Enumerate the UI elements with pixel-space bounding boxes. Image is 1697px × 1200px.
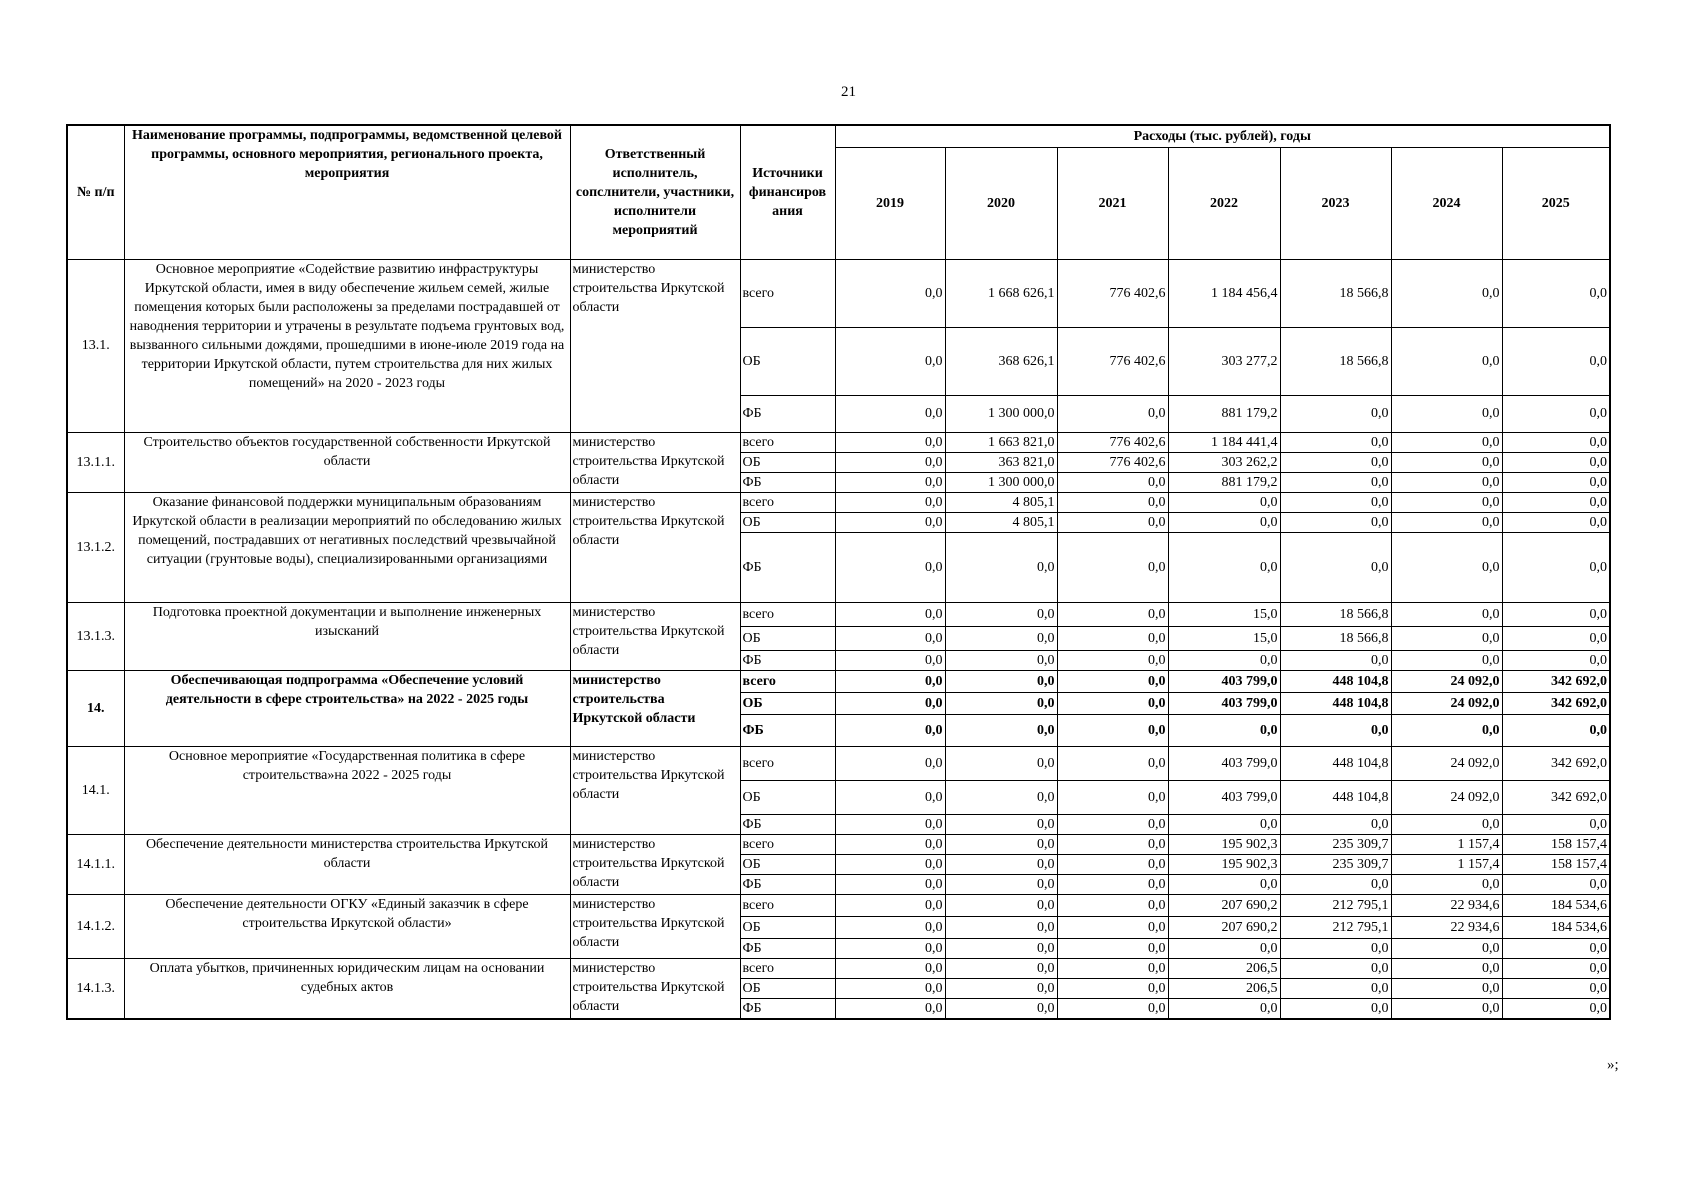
expense-value: 448 104,8 <box>1280 780 1391 814</box>
expense-value: 0,0 <box>1391 938 1502 958</box>
expense-value: 403 799,0 <box>1168 780 1280 814</box>
funding-source: ФБ <box>740 472 835 492</box>
expense-value: 1 184 456,4 <box>1168 259 1280 327</box>
expense-value: 0,0 <box>835 670 945 692</box>
item-name: Строительство объектов государственной собственности Иркутской области <box>124 432 570 492</box>
expense-value: 0,0 <box>1280 532 1391 602</box>
header-source: Источники финансиров ания <box>740 125 835 259</box>
header-year: 2020 <box>945 147 1057 259</box>
funding-source: ОБ <box>740 327 835 395</box>
expense-value: 0,0 <box>835 432 945 452</box>
header-number: № п/п <box>67 125 124 259</box>
expense-value: 0,0 <box>945 532 1057 602</box>
expense-value: 0,0 <box>1057 395 1168 432</box>
expense-value: 0,0 <box>945 998 1057 1019</box>
expense-value: 207 690,2 <box>1168 894 1280 916</box>
funding-source: всего <box>740 894 835 916</box>
expense-value: 0,0 <box>835 814 945 834</box>
funding-source: ОБ <box>740 512 835 532</box>
expense-value: 0,0 <box>1057 532 1168 602</box>
expense-value: 0,0 <box>1057 854 1168 874</box>
funding-source: ФБ <box>740 714 835 746</box>
expense-value: 0,0 <box>1280 958 1391 978</box>
expense-value: 0,0 <box>1168 938 1280 958</box>
expense-value: 0,0 <box>1502 327 1610 395</box>
expense-value: 0,0 <box>1057 492 1168 512</box>
funding-source: ФБ <box>740 874 835 894</box>
expense-value: 1 184 441,4 <box>1168 432 1280 452</box>
expense-value: 24 092,0 <box>1391 692 1502 714</box>
funding-source: ФБ <box>740 998 835 1019</box>
expense-value: 0,0 <box>1057 746 1168 780</box>
expense-value: 1 300 000,0 <box>945 395 1057 432</box>
expense-value: 0,0 <box>1057 714 1168 746</box>
expense-value: 0,0 <box>1057 834 1168 854</box>
expense-value: 0,0 <box>945 626 1057 650</box>
expense-value: 0,0 <box>1502 472 1610 492</box>
expense-value: 158 157,4 <box>1502 854 1610 874</box>
budget-table <box>66 124 1611 1020</box>
expense-value: 0,0 <box>835 958 945 978</box>
expense-value: 0,0 <box>1057 626 1168 650</box>
expense-value: 0,0 <box>835 492 945 512</box>
expense-value: 0,0 <box>945 978 1057 998</box>
expense-value: 0,0 <box>835 714 945 746</box>
item-executor: министерство строительства Иркутской области <box>570 492 740 602</box>
expense-value: 0,0 <box>1057 814 1168 834</box>
expense-value: 0,0 <box>1391 978 1502 998</box>
expense-value: 0,0 <box>1391 874 1502 894</box>
expense-value: 0,0 <box>945 854 1057 874</box>
funding-source: всего <box>740 834 835 854</box>
expense-value: 0,0 <box>1280 395 1391 432</box>
expense-value: 0,0 <box>835 602 945 626</box>
item-number: 14.1.3. <box>67 958 124 1019</box>
expense-value: 1 157,4 <box>1391 834 1502 854</box>
table-row <box>67 432 1610 452</box>
expense-value: 0,0 <box>1168 814 1280 834</box>
table-row <box>67 834 1610 854</box>
funding-source: всего <box>740 492 835 512</box>
expense-value: 195 902,3 <box>1168 834 1280 854</box>
expense-value: 0,0 <box>945 670 1057 692</box>
expense-value: 0,0 <box>1391 998 1502 1019</box>
expense-value: 403 799,0 <box>1168 746 1280 780</box>
expense-value: 184 534,6 <box>1502 916 1610 938</box>
expense-value: 0,0 <box>1280 452 1391 472</box>
expense-value: 235 309,7 <box>1280 834 1391 854</box>
expense-value: 0,0 <box>835 327 945 395</box>
expense-value: 18 566,8 <box>1280 327 1391 395</box>
expense-value: 0,0 <box>1280 714 1391 746</box>
item-name: Оказание финансовой поддержки муниципальным образованиям Иркутской области в реализации мероприятий по обследованию жилых помещений, пострадавших от негативных последствий чрезвычайной ситуации (грунтовые воды), специализированными организациями <box>124 492 570 602</box>
expense-value: 0,0 <box>1391 958 1502 978</box>
expense-value: 18 566,8 <box>1280 602 1391 626</box>
header-year: 2023 <box>1280 147 1391 259</box>
expense-value: 0,0 <box>1057 512 1168 532</box>
expense-value: 0,0 <box>1280 472 1391 492</box>
expense-value: 0,0 <box>1391 259 1502 327</box>
expense-value: 0,0 <box>1502 714 1610 746</box>
item-executor: министерство строительства Иркутской области <box>570 834 740 894</box>
expense-value: 0,0 <box>1502 259 1610 327</box>
expense-value: 881 179,2 <box>1168 472 1280 492</box>
expense-value: 0,0 <box>945 692 1057 714</box>
expense-value: 0,0 <box>835 780 945 814</box>
item-number: 14. <box>67 670 124 746</box>
expense-value: 448 104,8 <box>1280 670 1391 692</box>
expense-value: 0,0 <box>1502 978 1610 998</box>
expense-value: 881 179,2 <box>1168 395 1280 432</box>
expense-value: 195 902,3 <box>1168 854 1280 874</box>
expense-value: 0,0 <box>1280 978 1391 998</box>
expense-value: 448 104,8 <box>1280 692 1391 714</box>
page-number: 21 <box>841 84 856 100</box>
expense-value: 0,0 <box>1391 432 1502 452</box>
expense-value: 0,0 <box>945 746 1057 780</box>
header-year: 2019 <box>835 147 945 259</box>
expense-value: 0,0 <box>1280 432 1391 452</box>
expense-value: 0,0 <box>835 395 945 432</box>
expense-value: 18 566,8 <box>1280 626 1391 650</box>
table-row <box>67 259 1610 327</box>
expense-value: 0,0 <box>1391 452 1502 472</box>
expense-value: 22 934,6 <box>1391 894 1502 916</box>
expense-value: 0,0 <box>835 834 945 854</box>
expense-value: 0,0 <box>835 978 945 998</box>
expense-value: 403 799,0 <box>1168 670 1280 692</box>
header-name: Наименование программы, подпрограммы, ведомственной целевой программы, основного мероприятия, регионального проекта, мероприятия <box>124 125 570 259</box>
expense-value: 0,0 <box>835 512 945 532</box>
table-row <box>67 602 1610 626</box>
expense-value: 0,0 <box>835 692 945 714</box>
expense-value: 0,0 <box>1391 626 1502 650</box>
expense-value: 212 795,1 <box>1280 894 1391 916</box>
item-executor: министерство строительства Иркутской области <box>570 958 740 1019</box>
expense-value: 1 668 626,1 <box>945 259 1057 327</box>
item-number: 13.1.1. <box>67 432 124 492</box>
expense-value: 0,0 <box>1502 602 1610 626</box>
expense-value: 15,0 <box>1168 602 1280 626</box>
expense-value: 303 277,2 <box>1168 327 1280 395</box>
expense-value: 1 157,4 <box>1391 854 1502 874</box>
closing-mark: »; <box>1607 1057 1619 1073</box>
expense-value: 0,0 <box>1502 492 1610 512</box>
expense-value: 0,0 <box>1168 512 1280 532</box>
item-name: Подготовка проектной документации и выполнение инженерных изысканий <box>124 602 570 670</box>
header-year: 2024 <box>1391 147 1502 259</box>
funding-source: всего <box>740 746 835 780</box>
expense-value: 342 692,0 <box>1502 780 1610 814</box>
expense-value: 0,0 <box>945 814 1057 834</box>
funding-source: всего <box>740 670 835 692</box>
expense-value: 776 402,6 <box>1057 327 1168 395</box>
expense-value: 22 934,6 <box>1391 916 1502 938</box>
expense-value: 0,0 <box>1502 395 1610 432</box>
expense-value: 0,0 <box>835 472 945 492</box>
expense-value: 0,0 <box>945 834 1057 854</box>
expense-value: 0,0 <box>1168 650 1280 670</box>
expense-value: 0,0 <box>835 894 945 916</box>
item-number: 13.1. <box>67 259 124 432</box>
funding-source: ОБ <box>740 854 835 874</box>
expense-value: 0,0 <box>945 938 1057 958</box>
expense-value: 0,0 <box>945 650 1057 670</box>
expense-value: 0,0 <box>1391 327 1502 395</box>
expense-value: 0,0 <box>1280 492 1391 512</box>
expense-value: 363 821,0 <box>945 452 1057 472</box>
table-body <box>67 259 1610 1019</box>
expense-value: 0,0 <box>1391 650 1502 670</box>
expense-value: 448 104,8 <box>1280 746 1391 780</box>
expense-value: 776 402,6 <box>1057 259 1168 327</box>
expense-value: 303 262,2 <box>1168 452 1280 472</box>
table-row <box>67 492 1610 512</box>
funding-source: всего <box>740 602 835 626</box>
table-row <box>67 894 1610 916</box>
expense-value: 342 692,0 <box>1502 692 1610 714</box>
expense-value: 0,0 <box>1280 650 1391 670</box>
expense-value: 0,0 <box>945 958 1057 978</box>
item-executor: министерство строительства Иркутской области <box>570 432 740 492</box>
expense-value: 0,0 <box>1057 472 1168 492</box>
funding-source: ФБ <box>740 532 835 602</box>
funding-source: ОБ <box>740 626 835 650</box>
expense-value: 0,0 <box>1502 650 1610 670</box>
expense-value: 0,0 <box>835 916 945 938</box>
expense-value: 0,0 <box>1391 512 1502 532</box>
expense-value: 24 092,0 <box>1391 746 1502 780</box>
item-executor: министерство строительства Иркутской области <box>570 670 740 746</box>
expense-value: 342 692,0 <box>1502 746 1610 780</box>
expense-value: 4 805,1 <box>945 512 1057 532</box>
expense-value: 0,0 <box>1057 978 1168 998</box>
item-number: 13.1.2. <box>67 492 124 602</box>
item-name: Обеспечение деятельности министерства строительства Иркутской области <box>124 834 570 894</box>
expense-value: 18 566,8 <box>1280 259 1391 327</box>
expense-value: 0,0 <box>835 874 945 894</box>
item-name: Основное мероприятие «Содействие развитию инфраструктуры Иркутской области, имея в виду обеспечение жильем семей, жилые помещения которых были расположены за пределами пострадавшей от наводнения территории и утрачены в результате подъема грунтовых вод, вызванного сильными дождями, прошедшими в июне-июле 2019 года на территории Иркутской области, путем строительства для них жилых помещений» на 2020 - 2023 годы <box>124 259 570 432</box>
funding-source: ОБ <box>740 692 835 714</box>
expense-value: 235 309,7 <box>1280 854 1391 874</box>
item-name: Обеспечение деятельности ОГКУ «Единый заказчик в сфере строительства Иркутской области» <box>124 894 570 958</box>
expense-value: 368 626,1 <box>945 327 1057 395</box>
expense-value: 0,0 <box>1502 626 1610 650</box>
item-executor: министерство строительства Иркутской области <box>570 259 740 432</box>
expense-value: 0,0 <box>1057 692 1168 714</box>
expense-value: 0,0 <box>835 854 945 874</box>
funding-source: ОБ <box>740 978 835 998</box>
expense-value: 206,5 <box>1168 978 1280 998</box>
expense-value: 0,0 <box>1280 814 1391 834</box>
expense-value: 1 300 000,0 <box>945 472 1057 492</box>
expense-value: 0,0 <box>945 874 1057 894</box>
expense-value: 0,0 <box>835 452 945 472</box>
expense-value: 0,0 <box>1391 714 1502 746</box>
expense-value: 0,0 <box>1168 714 1280 746</box>
item-name: Основное мероприятие «Государственная политика в сфере строительства»на 2022 - 2025 годы <box>124 746 570 834</box>
expense-value: 0,0 <box>1502 532 1610 602</box>
expense-value: 0,0 <box>1280 938 1391 958</box>
funding-source: ФБ <box>740 938 835 958</box>
funding-source: ОБ <box>740 780 835 814</box>
expense-value: 0,0 <box>1391 492 1502 512</box>
expense-value: 0,0 <box>945 602 1057 626</box>
expense-value: 0,0 <box>945 780 1057 814</box>
expense-value: 0,0 <box>1057 602 1168 626</box>
expense-value: 0,0 <box>1168 492 1280 512</box>
expense-value: 0,0 <box>835 532 945 602</box>
expense-value: 207 690,2 <box>1168 916 1280 938</box>
table-row <box>67 670 1610 692</box>
expense-value: 0,0 <box>835 259 945 327</box>
expense-value: 0,0 <box>835 746 945 780</box>
header-year: 2025 <box>1502 147 1610 259</box>
expense-value: 0,0 <box>1391 814 1502 834</box>
item-executor: министерство строительства Иркутской области <box>570 602 740 670</box>
expense-value: 184 534,6 <box>1502 894 1610 916</box>
header-year: 2021 <box>1057 147 1168 259</box>
item-number: 14.1.2. <box>67 894 124 958</box>
expense-value: 0,0 <box>1168 532 1280 602</box>
expense-value: 24 092,0 <box>1391 670 1502 692</box>
expense-value: 1 663 821,0 <box>945 432 1057 452</box>
expense-value: 0,0 <box>835 626 945 650</box>
expense-value: 0,0 <box>1057 998 1168 1019</box>
expense-value: 0,0 <box>945 894 1057 916</box>
expense-value: 342 692,0 <box>1502 670 1610 692</box>
expense-value: 0,0 <box>1502 958 1610 978</box>
expense-value: 0,0 <box>1057 670 1168 692</box>
expense-value: 0,0 <box>1168 998 1280 1019</box>
expense-value: 206,5 <box>1168 958 1280 978</box>
expense-value: 0,0 <box>1391 532 1502 602</box>
expense-value: 0,0 <box>1057 650 1168 670</box>
funding-source: ОБ <box>740 452 835 472</box>
expense-value: 0,0 <box>1391 602 1502 626</box>
expense-value: 0,0 <box>1502 512 1610 532</box>
expense-value: 4 805,1 <box>945 492 1057 512</box>
expense-value: 0,0 <box>1391 395 1502 432</box>
funding-source: ФБ <box>740 814 835 834</box>
expense-value: 0,0 <box>1168 874 1280 894</box>
table-row <box>67 746 1610 780</box>
funding-source: всего <box>740 432 835 452</box>
expense-value: 0,0 <box>1391 472 1502 492</box>
expense-value: 0,0 <box>1280 998 1391 1019</box>
item-number: 14.1.1. <box>67 834 124 894</box>
expense-value: 0,0 <box>1502 938 1610 958</box>
expense-value: 0,0 <box>1057 780 1168 814</box>
header-expenses: Расходы (тыс. рублей), годы <box>835 125 1610 147</box>
expense-value: 0,0 <box>1280 512 1391 532</box>
item-name: Оплата убытков, причиненных юридическим лицам на основании судебных актов <box>124 958 570 1019</box>
item-name: Обеспечивающая подпрограмма «Обеспечение условий деятельности в сфере строительства» на 2022 - 2025 годы <box>124 670 570 746</box>
expense-value: 0,0 <box>1502 452 1610 472</box>
expense-value: 403 799,0 <box>1168 692 1280 714</box>
expense-value: 0,0 <box>1057 958 1168 978</box>
expense-value: 212 795,1 <box>1280 916 1391 938</box>
table-row <box>67 958 1610 978</box>
expense-value: 0,0 <box>1502 874 1610 894</box>
header-year: 2022 <box>1168 147 1280 259</box>
expense-value: 0,0 <box>1057 874 1168 894</box>
expense-value: 0,0 <box>1502 432 1610 452</box>
funding-source: всего <box>740 958 835 978</box>
item-executor: министерство строительства Иркутской области <box>570 746 740 834</box>
item-number: 14.1. <box>67 746 124 834</box>
expense-value: 0,0 <box>835 650 945 670</box>
expense-value: 0,0 <box>1502 998 1610 1019</box>
funding-source: ФБ <box>740 650 835 670</box>
funding-source: ФБ <box>740 395 835 432</box>
expense-value: 0,0 <box>835 998 945 1019</box>
expense-value: 0,0 <box>1280 874 1391 894</box>
item-number: 13.1.3. <box>67 602 124 670</box>
expense-value: 0,0 <box>835 938 945 958</box>
expense-value: 0,0 <box>1057 916 1168 938</box>
funding-source: всего <box>740 259 835 327</box>
item-executor: министерство строительства Иркутской области <box>570 894 740 958</box>
header-executor: Ответственный исполнитель, сопслнители, участники, исполнители мероприятий <box>570 125 740 259</box>
expense-value: 0,0 <box>945 916 1057 938</box>
expense-value: 0,0 <box>1057 894 1168 916</box>
expense-value: 776 402,6 <box>1057 452 1168 472</box>
expense-value: 158 157,4 <box>1502 834 1610 854</box>
expense-value: 776 402,6 <box>1057 432 1168 452</box>
expense-value: 15,0 <box>1168 626 1280 650</box>
expense-value: 0,0 <box>1502 814 1610 834</box>
funding-source: ОБ <box>740 916 835 938</box>
expense-value: 0,0 <box>1057 938 1168 958</box>
expense-value: 0,0 <box>945 714 1057 746</box>
expense-value: 24 092,0 <box>1391 780 1502 814</box>
